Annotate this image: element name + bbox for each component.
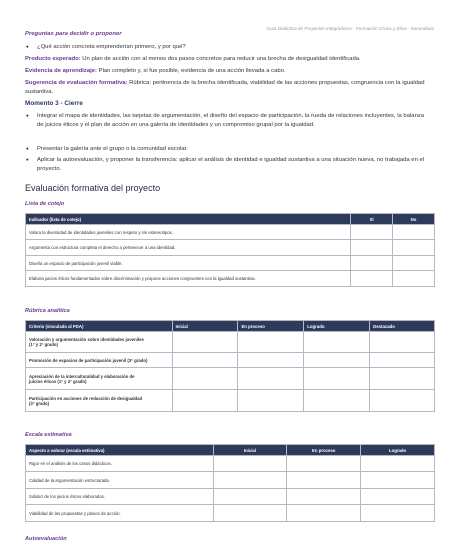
cotejo-title: Lista de cotejo bbox=[25, 201, 65, 207]
rating-cell[interactable] bbox=[213, 456, 287, 472]
rubrica-cell[interactable] bbox=[304, 332, 370, 353]
cotejo-cell: Valora la diversidad de identidades juveniles con respeto y sin estereotipos. bbox=[26, 225, 351, 240]
rating-cell[interactable] bbox=[287, 456, 361, 472]
rating-cell[interactable] bbox=[213, 472, 287, 489]
table-row bbox=[26, 456, 435, 472]
criterio-line: Promoción de espacios de participación juvenil (3° grado) bbox=[29, 357, 148, 363]
escala-cell: Solidez de los juicios éticos elaborados. bbox=[26, 489, 214, 505]
escala-table bbox=[25, 444, 435, 522]
rating-cell[interactable] bbox=[361, 489, 435, 505]
rating-cell[interactable] bbox=[287, 489, 361, 505]
evidencia-paragraph bbox=[25, 67, 437, 76]
rating-cell[interactable] bbox=[361, 505, 435, 522]
checkbox-cell[interactable] bbox=[393, 240, 435, 256]
table-row bbox=[26, 489, 435, 505]
rubrica-title: Rúbrica analítica bbox=[25, 308, 70, 314]
cotejo-header-row bbox=[26, 214, 435, 225]
momento-title: Momento 3 - Cierre bbox=[25, 100, 83, 107]
preguntas-label: Preguntas para decidir o proponer bbox=[25, 31, 122, 37]
escala-header-aspecto: Aspecto a valorar (escala estimativa) bbox=[26, 445, 214, 456]
table-row bbox=[26, 332, 435, 353]
momento-bullet-2: ● Presentar la galería ante el grupo o la comunidad escolar. bbox=[37, 145, 427, 154]
criterio-line: Participación en acciones de reducción de desigualdad bbox=[29, 395, 143, 401]
page-header: Guía Didáctica de Proyectos Integradores · Formación Cívica y Ética · Secundaria bbox=[266, 26, 434, 31]
checkbox-cell[interactable] bbox=[393, 225, 435, 240]
rating-cell[interactable] bbox=[213, 489, 287, 505]
table-row bbox=[26, 472, 435, 489]
checkbox-cell[interactable] bbox=[351, 256, 393, 271]
table-row bbox=[26, 353, 435, 368]
criterio-line: (1° y 2° grado) bbox=[29, 342, 58, 347]
rubrica-criterio-cell bbox=[26, 353, 173, 368]
escala-header-logrado: Logrado bbox=[361, 445, 435, 456]
checkbox-cell[interactable] bbox=[351, 225, 393, 240]
rating-cell[interactable] bbox=[287, 472, 361, 489]
cotejo-cell: Argumenta con estructura completa el derecho a pertenecer a una identidad. bbox=[26, 240, 351, 256]
rubrica-header-criterio: Criterio (vinculado al PDA) bbox=[26, 321, 173, 332]
rubrica-header-row bbox=[26, 321, 435, 332]
escala-header-row bbox=[26, 445, 435, 456]
checkbox-cell[interactable] bbox=[393, 256, 435, 271]
rubrica-cell[interactable] bbox=[370, 353, 435, 368]
cotejo-header-no: No bbox=[393, 214, 435, 225]
momento-bullet-1: ● Integrar el mapa de identidades, las tarjetas de argumentación, el diseño del espacio de participación, la rueda de relaciones incluyentes, la balanza de juicios éticos y el plan de acción en una galería de identidades y un compromiso grupal por la igualdad. bbox=[37, 112, 427, 129]
cotejo-cell: Diseña un espacio de participación juvenil viable. bbox=[26, 256, 351, 271]
table-row bbox=[26, 390, 435, 412]
cotejo-header-indicador: Indicador (lista de cotejo) bbox=[26, 214, 351, 225]
momento-bullet-3: ● Aplicar la autoevaluación, y proponer la transferencia: aplicar el análisis de identidad e igualdad sustantiva a una situación nueva, no trabajada en el proyecto. bbox=[37, 156, 427, 173]
rubrica-cell[interactable] bbox=[172, 390, 238, 412]
sugerencia-paragraph bbox=[25, 79, 437, 96]
table-row bbox=[26, 240, 435, 256]
rubrica-cell[interactable] bbox=[238, 332, 304, 353]
rubrica-cell[interactable] bbox=[370, 390, 435, 412]
checkbox-cell[interactable] bbox=[351, 240, 393, 256]
cotejo-table bbox=[25, 213, 435, 287]
criterio-line: (3° grado) bbox=[29, 400, 50, 406]
rubrica-cell[interactable] bbox=[238, 368, 304, 390]
criterio-line: juicios éticos (1° y 2° grado) bbox=[29, 378, 87, 384]
cotejo-cell: Elabora juicios éticos fundamentados sobre discriminación y propone acciones congruentes con la igualdad sustantiva. bbox=[26, 271, 351, 287]
rubrica-header-destacado: Destacado bbox=[370, 321, 435, 332]
preguntas-bullet: ● ¿Qué acción concreta emprenderían primero, y por qué? bbox=[37, 43, 427, 52]
rubrica-header-inicial: Inicial bbox=[172, 321, 238, 332]
escala-header-inicial: Inicial bbox=[213, 445, 287, 456]
rubrica-criterio-cell bbox=[26, 390, 173, 412]
rubrica-header-en-proceso: En proceso bbox=[238, 321, 304, 332]
rubrica-cell[interactable] bbox=[238, 390, 304, 412]
rating-cell[interactable] bbox=[361, 456, 435, 472]
evidencia-text: Plan completo y, si fue posible, evidencia de una acción llevada a cabo. bbox=[98, 68, 286, 74]
table-row bbox=[26, 505, 435, 522]
evidencia-label: Evidencia de aprendizaje: bbox=[25, 68, 98, 74]
producto-label: Producto esperado: bbox=[25, 56, 81, 62]
producto-text: Un plan de acción con al menos dos pasos concretos para reducir una brecha de desigualdad identificada. bbox=[82, 56, 361, 62]
escala-cell: Rigor en el análisis de los casos didácticos. bbox=[26, 456, 214, 472]
rubrica-cell[interactable] bbox=[238, 353, 304, 368]
rubrica-header-logrado: Logrado bbox=[304, 321, 370, 332]
criterio-line: Apreciación de la interculturalidad y elaboración de bbox=[29, 373, 135, 379]
table-row bbox=[26, 368, 435, 390]
rating-cell[interactable] bbox=[213, 505, 287, 522]
rubrica-cell[interactable] bbox=[370, 332, 435, 353]
escala-title: Escala estimativa bbox=[25, 432, 72, 438]
checkbox-cell[interactable] bbox=[351, 271, 393, 287]
rubrica-cell[interactable] bbox=[304, 353, 370, 368]
rubrica-cell[interactable] bbox=[172, 332, 238, 353]
rubrica-cell[interactable] bbox=[172, 353, 238, 368]
escala-header-en-proceso: En proceso bbox=[287, 445, 361, 456]
evaluacion-title: Evaluación formativa del proyecto bbox=[25, 183, 161, 193]
criterio-line: Valoración y argumentación sobre identidades juveniles bbox=[29, 337, 144, 342]
rubrica-table bbox=[25, 320, 435, 412]
rubrica-criterio-cell bbox=[26, 368, 173, 390]
rating-cell[interactable] bbox=[287, 505, 361, 522]
cotejo-header-si: Sí bbox=[351, 214, 393, 225]
sugerencia-text: Rúbrica: pertinencia de la brecha identificada, viabilidad de las acciones propuestas, congruencia con la igualdad sustantiva. bbox=[25, 80, 425, 95]
table-row bbox=[26, 256, 435, 271]
rating-cell[interactable] bbox=[361, 472, 435, 489]
autoevaluacion-title: Autoevaluación bbox=[25, 536, 67, 542]
escala-cell: Viabilidad de las propuestas y planes de acción. bbox=[26, 505, 214, 522]
checkbox-cell[interactable] bbox=[393, 271, 435, 287]
rubrica-criterio-cell bbox=[26, 332, 173, 353]
rubrica-cell[interactable] bbox=[370, 368, 435, 390]
table-row bbox=[26, 271, 435, 287]
producto-paragraph bbox=[25, 55, 437, 64]
escala-cell: Calidad de la argumentación estructurada. bbox=[26, 472, 214, 489]
rubrica-cell[interactable] bbox=[304, 390, 370, 412]
table-row bbox=[26, 225, 435, 240]
sugerencia-label: Sugerencia de evaluación formativa: bbox=[25, 80, 128, 86]
rubrica-cell[interactable] bbox=[304, 368, 370, 390]
rubrica-cell[interactable] bbox=[172, 368, 238, 390]
